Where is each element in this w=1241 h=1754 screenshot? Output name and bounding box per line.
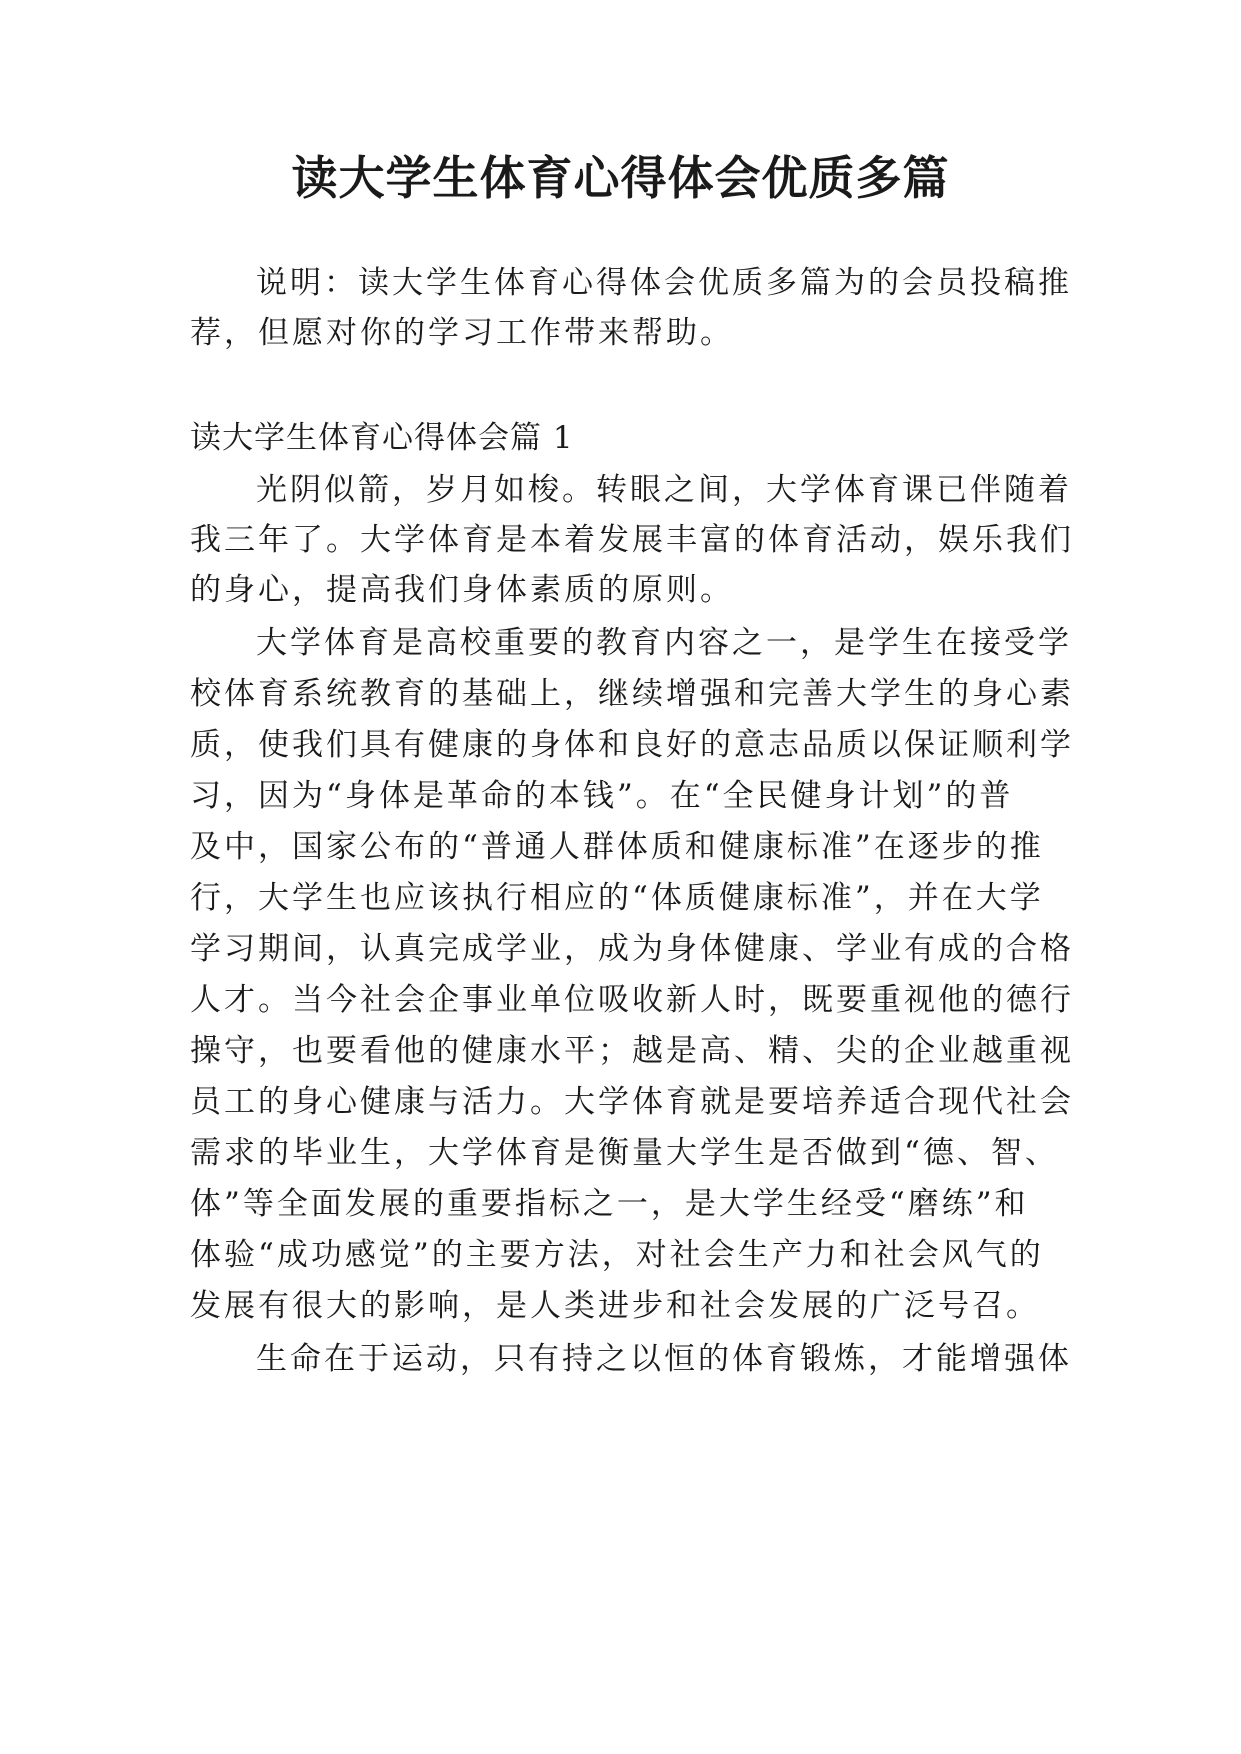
paragraph-line: 的身心，提高我们身体素质的原则。: [190, 572, 734, 608]
section-heading: 读大学生体育心得体会篇 1: [190, 420, 574, 456]
paragraph-line: 校体育系统教育的基础上，继续增强和完善大学生的身心素: [190, 676, 1074, 712]
intro-line: 说明：读大学生体育心得体会优质多篇为的会员投稿推: [256, 265, 1072, 301]
paragraph-line: 操守，也要看他的健康水平；越是高、精、尖的企业越重视: [190, 1033, 1074, 1069]
intro-line: 荐，但愿对你的学习工作带来帮助。: [190, 315, 734, 351]
paragraph-line: 体”等全面发展的重要指标之一，是大学生经受“磨练”和: [190, 1186, 1029, 1222]
paragraph-line: 质，使我们具有健康的身体和良好的意志品质以保证顺利学: [190, 727, 1074, 763]
paragraph-line: 光阴似箭，岁月如梭。转眼之间，大学体育课已伴随着: [256, 472, 1072, 508]
paragraph-line: 行，大学生也应该执行相应的“体质健康标准”，并在大学: [190, 880, 1044, 916]
paragraph-line: 发展有很大的影响，是人类进步和社会发展的广泛号召。: [190, 1288, 1040, 1324]
paragraph-line: 体验“成功感觉”的主要方法，对社会生产力和社会风气的: [190, 1237, 1044, 1273]
paragraph-line: 及中，国家公布的“普通人群体质和健康标准”在逐步的推: [190, 829, 1044, 865]
paragraph-line: 大学体育是高校重要的教育内容之一，是学生在接受学: [256, 625, 1072, 661]
paragraph-line: 学习期间，认真完成学业，成为身体健康、学业有成的合格: [190, 931, 1074, 967]
paragraph-line: 人才。当今社会企事业单位吸收新人时，既要重视他的德行: [190, 982, 1074, 1018]
paragraph-line: 习，因为“身体是革命的本钱”。在“全民健身计划”的普: [190, 778, 1014, 814]
paragraph-line: 生命在于运动，只有持之以恒的体育锻炼，才能增强体: [256, 1341, 1072, 1377]
document-title: 读大学生体育心得体会优质多篇: [291, 151, 950, 205]
paragraph-line: 我三年了。大学体育是本着发展丰富的体育活动，娱乐我们: [190, 522, 1074, 558]
paragraph-line: 需求的毕业生，大学体育是衡量大学生是否做到“德、智、: [190, 1135, 1059, 1171]
paragraph-line: 员工的身心健康与活力。大学体育就是要培养适合现代社会: [190, 1084, 1074, 1120]
